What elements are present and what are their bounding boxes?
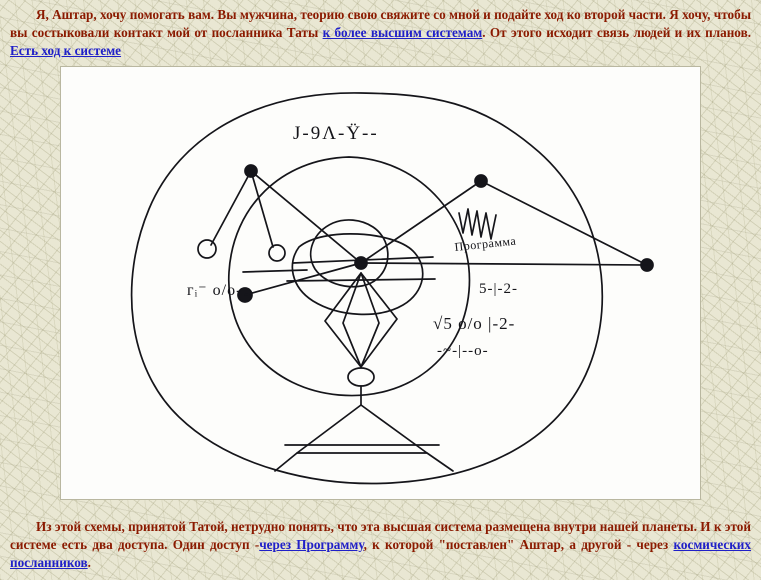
bottom-text-part-1: Из этой схемы, принятой Татой, нетрудно понять, что эта высшая система размещена внутри нашей планеты. И к этой системе есть два доступа. Один доступ -	[10, 519, 751, 552]
label-top-code: Ј-9Λ-Ÿ--	[293, 123, 379, 144]
label-left-formula: ᴦᵢ⁻ о/о-	[187, 282, 243, 299]
core-line-lower	[287, 279, 435, 281]
label-right-code-3: -~-|--о-	[437, 343, 489, 359]
bottom-text-part-3: .	[87, 555, 91, 570]
core-line-left	[243, 270, 307, 272]
lower-small-circle	[348, 368, 374, 386]
bottom-text-part-2: , к которой "поставлен" Аштар, а другой - через	[363, 537, 674, 552]
bottom-paragraph	[0, 518, 761, 572]
diagram-svg	[61, 67, 700, 499]
open-circle-left-a	[198, 240, 216, 258]
inner-circle	[229, 157, 470, 396]
bottom-right-leg	[427, 453, 453, 471]
top-text-link-2[interactable]: Есть ход к системе	[10, 43, 122, 58]
ray-upper-right-to-right-node	[481, 181, 647, 265]
label-right-code-2: √5 о/о |-2-	[433, 314, 516, 333]
open-circle-left-b	[269, 245, 285, 261]
label-right-code-1: 5-|-2-	[479, 281, 518, 297]
diagram-figure	[60, 66, 701, 500]
wave-squiggle	[459, 209, 496, 239]
label-programma: Программа	[453, 233, 517, 254]
bottom-text-link-2[interactable]: космических посланников	[10, 537, 752, 570]
ray-left-to-core	[245, 263, 361, 295]
ray-upper-left-to-core	[251, 171, 361, 263]
diamond-inner-right	[361, 273, 379, 367]
top-text-part-1: Я, Аштар, хочу помогать вам. Вы мужчина, теорию свою свяжите со мной и подайте ход ко второй части. Я хочу, чтобы вы состыковали контакт мой от посланника Таты	[10, 7, 751, 40]
bottom-left-leg	[275, 453, 297, 471]
bottom-text-link-1[interactable]: через Программу	[259, 537, 364, 552]
ray-upper-left-to-circle-a	[211, 171, 251, 245]
top-text-link-1[interactable]: к более высшим системам	[322, 25, 483, 40]
ray-upper-left-to-circle-b	[251, 171, 273, 247]
ray-right-to-core	[361, 263, 647, 265]
top-paragraph	[0, 6, 761, 60]
top-text-part-2: . От этого исходит связь людей и их планов.	[482, 25, 751, 40]
